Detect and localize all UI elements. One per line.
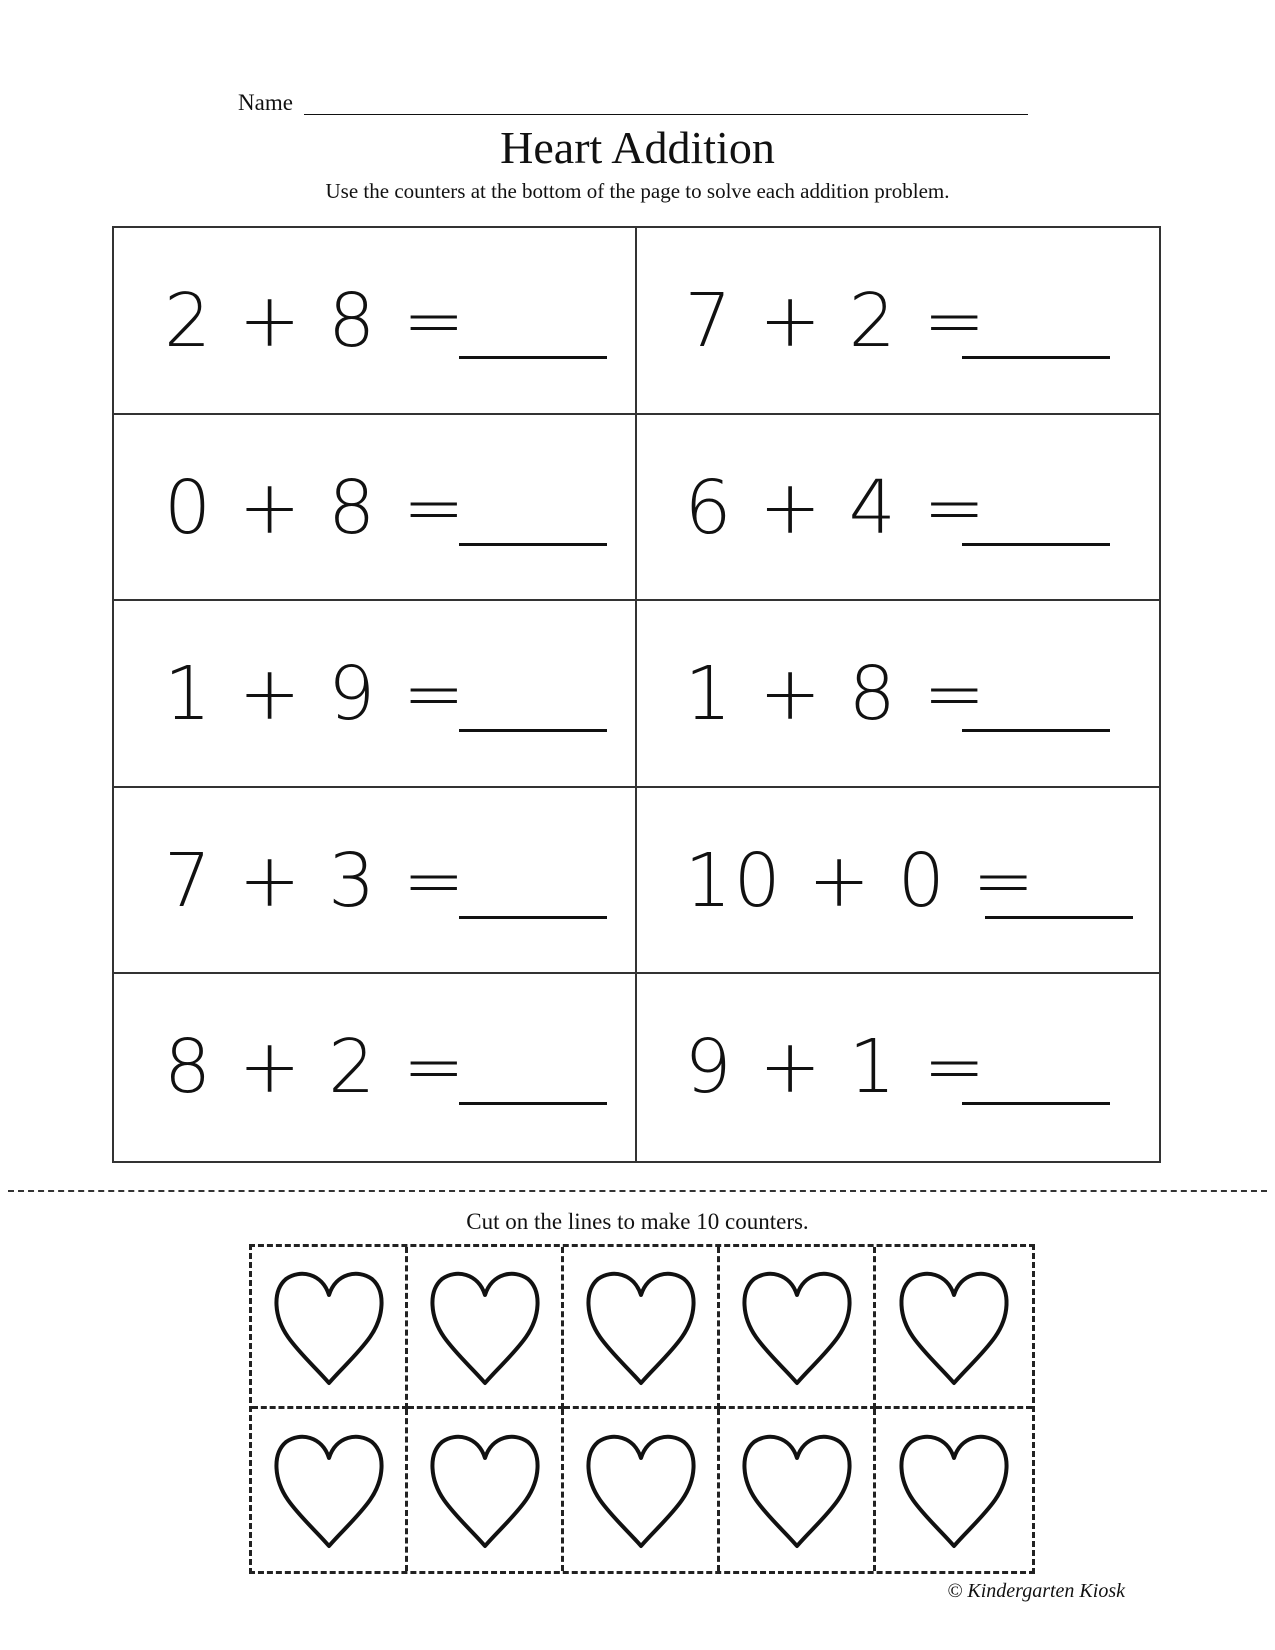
heart-icon: [582, 1428, 700, 1552]
heart-icon: [895, 1428, 1013, 1552]
heart-icon: [270, 1265, 388, 1389]
problem-cell: [637, 788, 1160, 975]
problem-cell: [114, 601, 637, 788]
problem-cell: [637, 415, 1160, 602]
name-write-line[interactable]: [304, 114, 1028, 115]
problem-cell: [114, 788, 637, 975]
answer-line[interactable]: [459, 1102, 607, 1105]
problem-grid: [112, 226, 1161, 1163]
counter-grid: [249, 1244, 1035, 1574]
heart-icon: [738, 1428, 856, 1552]
copyright: © Kindergarten Kiosk: [947, 1580, 1125, 1602]
answer-line[interactable]: [459, 356, 607, 359]
answer-line[interactable]: [962, 356, 1110, 359]
equation: 0 + 8 =: [164, 464, 467, 551]
problem-cell: [637, 601, 1160, 788]
equation: 7 + 3 =: [164, 837, 467, 924]
problem-cell: [114, 228, 637, 415]
counter-card[interactable]: [408, 1247, 564, 1409]
equation: 1 + 9 =: [164, 651, 467, 738]
answer-line[interactable]: [459, 916, 607, 919]
name-row: [238, 86, 1028, 116]
counter-card[interactable]: [720, 1247, 876, 1409]
counter-card[interactable]: [876, 1247, 1032, 1409]
equation: 1 + 8 =: [684, 651, 988, 738]
counter-card[interactable]: [408, 1409, 564, 1571]
name-label: Name: [238, 90, 293, 115]
heart-icon: [582, 1265, 700, 1389]
counter-card[interactable]: [876, 1409, 1032, 1571]
heart-icon: [270, 1428, 388, 1552]
cut-line: [8, 1190, 1267, 1192]
cut-instructions: Cut on the lines to make 10 counters.: [466, 1209, 809, 1234]
equation: 9 + 1 =: [684, 1024, 988, 1111]
counter-card[interactable]: [252, 1409, 408, 1571]
heart-icon: [426, 1265, 544, 1389]
equation: 7 + 2 =: [684, 278, 988, 364]
problem-cell: [114, 974, 637, 1161]
counter-card[interactable]: [564, 1409, 720, 1571]
equation: 2 + 8 =: [164, 278, 467, 364]
equation: 8 + 2 =: [164, 1024, 467, 1111]
counter-card[interactable]: [252, 1247, 408, 1409]
heart-icon: [895, 1265, 1013, 1389]
problem-cell: [637, 974, 1160, 1161]
answer-line[interactable]: [459, 729, 607, 732]
answer-line[interactable]: [962, 729, 1110, 732]
problem-cell: [114, 415, 637, 602]
heart-icon: [738, 1265, 856, 1389]
answer-line[interactable]: [962, 543, 1110, 546]
equation: 10 + 0 =: [684, 837, 1037, 924]
answer-line[interactable]: [962, 1102, 1110, 1105]
answer-line[interactable]: [459, 543, 607, 546]
heart-icon: [426, 1428, 544, 1552]
page-title: Heart Addition: [500, 122, 775, 173]
counter-card[interactable]: [720, 1409, 876, 1571]
counter-card[interactable]: [564, 1247, 720, 1409]
answer-line[interactable]: [985, 916, 1133, 919]
problem-cell: [637, 228, 1160, 415]
equation: 6 + 4 =: [684, 464, 988, 551]
instructions: Use the counters at the bottom of the page to solve each addition problem.: [325, 179, 950, 203]
